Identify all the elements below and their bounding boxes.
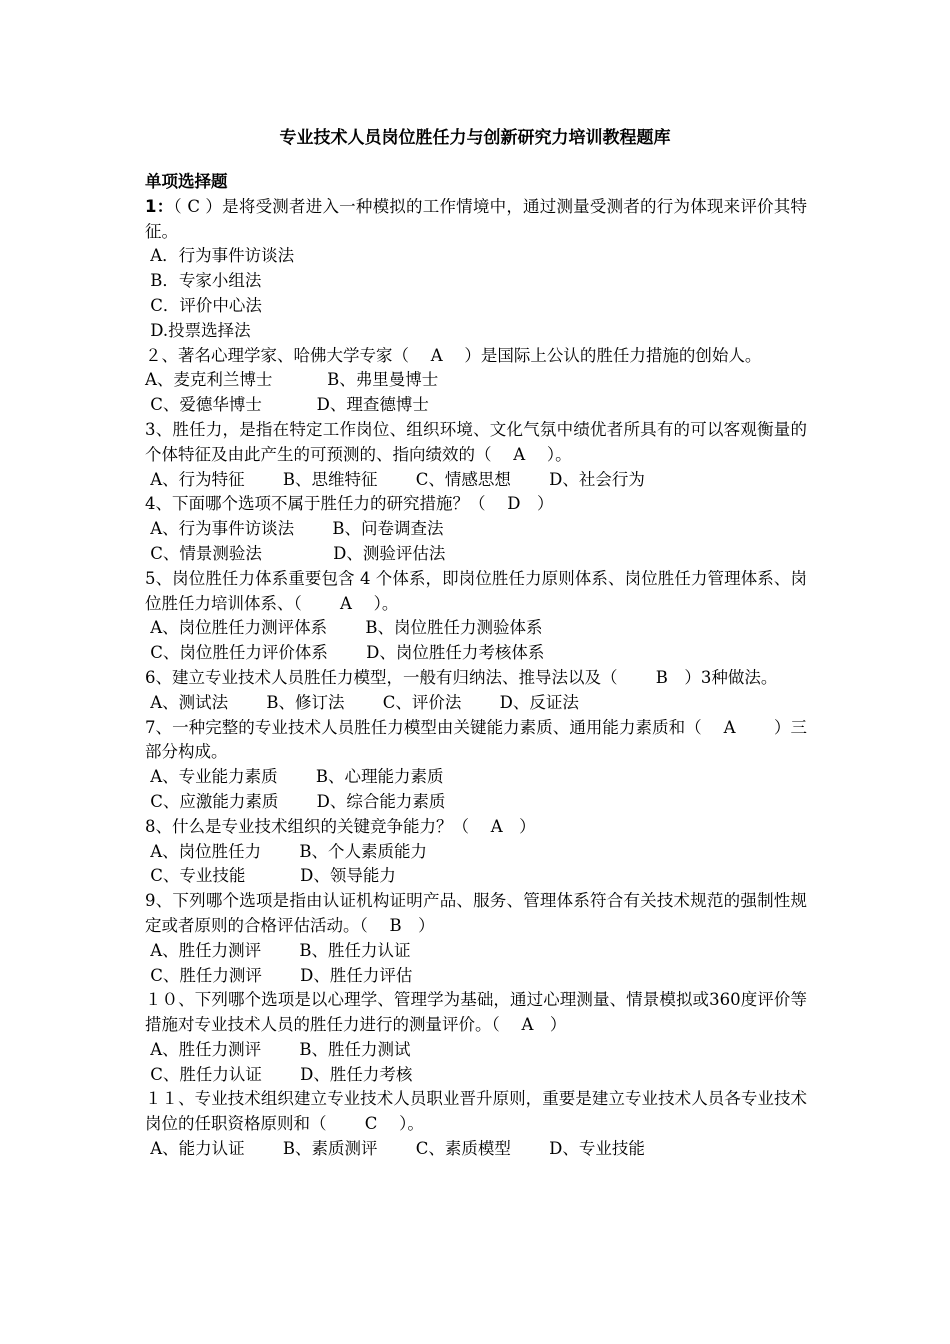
question-option: B．专家小组法 (145, 271, 262, 291)
question-8 (145, 815, 807, 889)
document-title: 专业技术人员岗位胜任力与创新研究力培训教程题库 (279, 128, 671, 148)
question-option: C、情景测验法 D、测验评估法 (145, 543, 446, 563)
question-number: 1： (145, 196, 174, 216)
question-option: C、胜任力认证 D、胜任力考核 (145, 1064, 413, 1084)
question-text: 3、胜任力，是指在特定工作岗位、组织环境、文化气氛中绩优者所具有的可以客观衡量的个体特征及由此产生的可预测的、指向绩效的（ A ）。 (145, 419, 807, 464)
question-4 (145, 492, 807, 566)
question-text: １１、专业技术组织建立专业技术人员职业晋升原则，重要是建立专业技术人员各专业技术岗位的任职资格原则和（ C ）。 (145, 1089, 807, 1134)
question-option: A、行为事件访谈法 B、问卷调查法 (145, 519, 444, 539)
question-text: 6、建立专业技术人员胜任力模型，一般有归纳法、推导法以及（ B ）3种做法。 (145, 667, 778, 687)
question-option: A、能力认证 B、素质测评 C、素质模型 D、专业技能 (145, 1139, 645, 1159)
question-option: A、专业能力素质 B、心理能力素质 (145, 767, 444, 787)
question-6 (145, 666, 807, 716)
question-option: A、胜任力测评 B、胜任力认证 (145, 940, 411, 960)
document-body (145, 170, 807, 1162)
question-text: 5、岗位胜任力体系重要包含 4 个体系，即岗位胜任力原则体系、岗位胜任力管理体系、岗位胜任力培训体系、（ A ）。 (145, 568, 807, 613)
question-option: A、岗位胜任力 B、个人素质能力 (145, 841, 428, 861)
question-10 (145, 988, 807, 1087)
question-text: 9、下列哪个选项是指由认证机构证明产品、服务、管理体系符合有关技术规范的强制性规定或者原则的合格评估活动。（ B ） (145, 891, 807, 935)
question-1 (145, 195, 807, 344)
question-text: 7、一种完整的专业技术人员胜任力模型由关键能力素质、通用能力素质和（ A ）三部分构成。 (145, 717, 807, 762)
question-5 (145, 567, 807, 666)
question-option: C．评价中心法 (145, 295, 262, 315)
question-option: A、岗位胜任力测评体系 B、岗位胜任力测验体系 (145, 618, 543, 638)
question-option: C、岗位胜任力评价体系 D、岗位胜任力考核体系 (145, 643, 545, 663)
question-option: A、行为特征 B、思维特征 C、情感思想 D、社会行为 (145, 469, 645, 489)
question-text: 4、下面哪个选项不属于胜任力的研究措施？（ D ） (145, 494, 554, 514)
question-2 (145, 344, 807, 418)
question-option: A、胜任力测评 B、胜任力测试 (145, 1039, 411, 1059)
question-option: D.投票选择法 (145, 320, 251, 340)
question-option: C、爱德华博士 D、理查德博士 (145, 395, 429, 415)
question-text: （ C ）是将受测者进入一种模拟的工作情境中，通过测量受测者的行为体现来评价其特征。 (145, 196, 807, 241)
question-11 (145, 1087, 807, 1161)
question-7 (145, 716, 807, 815)
question-option: C、胜任力测评 D、胜任力评估 (145, 965, 413, 985)
question-option: A、测试法 B、修订法 C、评价法 D、反证法 (145, 692, 579, 712)
question-option: A、麦克利兰博士 B、弗里曼博士 (145, 370, 439, 390)
question-3 (145, 418, 807, 492)
question-text: １０、下列哪个选项是以心理学、管理学为基础，通过心理测量、情景模拟或360度评价等措施对专业技术人员的胜任力进行的测量评价。（ A ） (145, 990, 807, 1035)
section-title: 单项选择题 (145, 172, 228, 191)
question-text: ２、著名心理学家、哈佛大学专家（ A ）是国际上公认的胜任力措施的创始人。 (145, 345, 762, 365)
question-option: C、应激能力素质 D、综合能力素质 (145, 791, 446, 811)
question-text: 8、什么是专业技术组织的关键竞争能力？（ A ） (145, 816, 536, 836)
question-option: C、专业技能 D、领导能力 (145, 866, 396, 886)
question-9 (145, 889, 807, 988)
question-option: A．行为事件访谈法 (145, 246, 295, 266)
